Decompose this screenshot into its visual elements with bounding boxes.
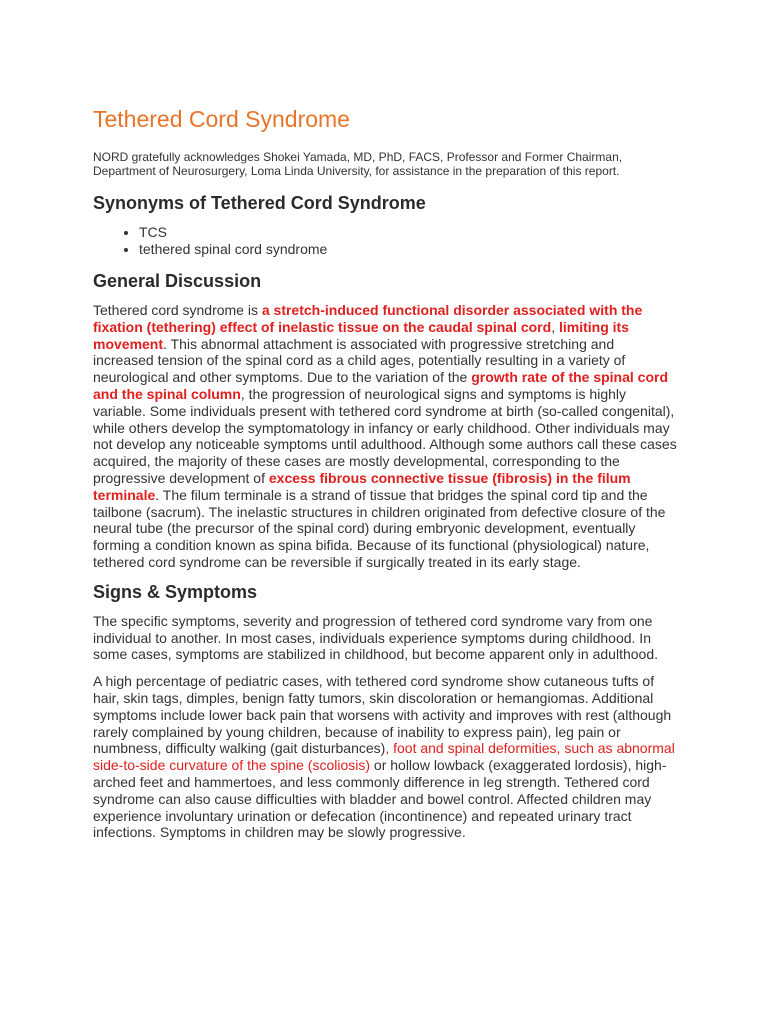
highlight-text: limiting its movement [93, 318, 629, 352]
general-discussion-paragraph [93, 302, 678, 571]
list-item: • TCS [139, 224, 678, 241]
signs-symptoms-paragraph-2 [93, 673, 678, 841]
synonyms-list [93, 224, 678, 258]
text-run: , [551, 318, 559, 335]
text-run: Tethered cord syndrome is [93, 302, 262, 318]
page-title: Tethered Cord Syndrome [93, 106, 350, 132]
highlight-text: growth rate of the spinal cord and the spinal column [93, 369, 669, 402]
text-run: or hollow lowback (exaggerated lordosis), high-arched feet and hammertoes, and less commonly difference in leg strength. Tethered cord syndrome can also cause difficulties with bladder and bowel control. Affected children may experience involuntary urination or defecation (incontinence) and repeated urinary tract infections. Symptoms in children may be slowly progressive. [93, 757, 667, 841]
text-run: . The filum terminale is a strand of tissue that bridges the spinal cord tip and the tailbone (sacrum). The inelastic structures in children originated from defective closure of the neural tube (the precursor of the spinal cord) during embryonic development, eventually forming a condition known as spina bifida. Because of its functional (physiological) nature, tethered cord syndrome can be reversible if surgically treated in its early stage. [93, 486, 666, 570]
signs-symptoms-heading: Signs & Symptoms [93, 581, 258, 602]
list-item: • tethered spinal cord syndrome [139, 241, 678, 258]
synonyms-heading: Synonyms of Tethered Cord Syndrome [93, 193, 426, 213]
highlight-text: excess fibrous connective tissue (fibrosis) in the filum terminale [93, 469, 631, 503]
text-run: A high percentage of pediatric cases, with tethered cord syndrome show cutaneous tufts of hair, skin tags, dimples, benign fatty tumors, skin discoloration or hemangiomas. Additional symptoms include lower back pain that worsens with activity and improves with rest (although rarely complained by young children, because of inability to express pain), leg pain or numbness, difficulty walking (gait disturbances) [93, 673, 672, 757]
general-discussion-heading: General Discussion [93, 271, 262, 291]
text-run: , the progression of neurological signs and symptoms is highly variable. Some individuals present with tethered cord syndrome at birth (so-called congenital), while others develop the symptomatology in infancy or early childhood. Other individuals may not develop any noticeable symptoms until adulthood. Although some authors call these cases acquired, the majority of these cases are mostly developmental, corresponding to the progressive development of [93, 385, 677, 486]
text-run: . This abnormal attachment is associated with progressive stretching and increased tension of the spinal cord as a child ages, potentially resulting in a variety of neurological and other symptoms. Due to the variation of the [93, 335, 626, 386]
highlight-text: , foot and spinal deformities, such as abnormal side-to-side curvature of the spine (scoliosis) [93, 740, 675, 774]
signs-symptoms-paragraph-1: The specific symptoms, severity and progression of tethered cord syndrome vary from one individual to another. In most cases, individuals experience symptoms during childhood. In some cases, symptoms are stabilized in childhood, but become apparent only in adulthood. [93, 612, 658, 663]
acknowledgement-text: NORD gratefully acknowledges Shokei Yamada, MD, PhD, FACS, Professor and Former Chairman, Department of Neurosurgery, Loma Linda University, for assistance in the preparation of this report. [93, 150, 623, 178]
highlight-text: a stretch-induced functional disorder associated with the fixation (tethering) effect of inelastic tissue on the caudal spinal cord [93, 302, 643, 335]
